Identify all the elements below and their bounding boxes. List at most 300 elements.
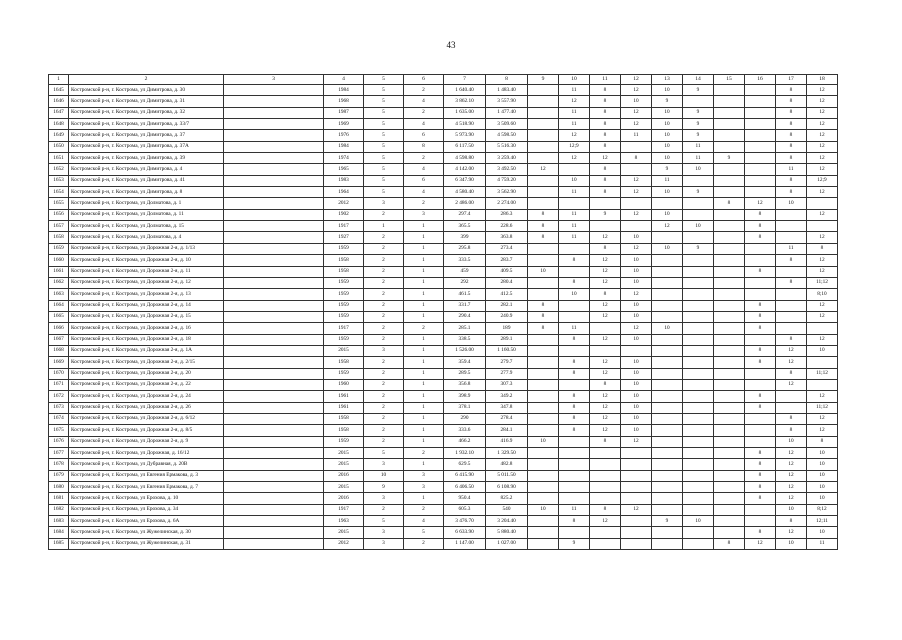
table-cell: 189 — [486, 323, 528, 334]
table-cell — [528, 187, 559, 198]
table-cell — [621, 141, 652, 152]
table-cell: 8 — [745, 209, 776, 220]
table-cell: 8 — [745, 345, 776, 356]
table-cell — [224, 266, 324, 277]
table-cell — [652, 379, 683, 390]
table-cell — [714, 345, 745, 356]
row-number-cell: 1656 — [49, 209, 69, 220]
table-cell: 9 — [364, 482, 404, 493]
table-cell: 3 476.70 — [444, 516, 486, 527]
column-number-cell: 17 — [776, 75, 807, 85]
table-cell: 2 — [364, 368, 404, 379]
table-cell: 4 — [404, 164, 444, 175]
table-cell: 5 011.50 — [486, 470, 528, 481]
table-cell: 9 — [559, 538, 590, 549]
address-cell: Костромской р-н, г. Кострома, ул Димитрова, д. 4 — [69, 164, 224, 175]
table-cell — [621, 164, 652, 175]
table-cell — [528, 493, 559, 504]
table-cell: 2 — [364, 243, 404, 254]
table-cell — [528, 379, 559, 390]
row-number-cell: 1663 — [49, 289, 69, 300]
table-cell: 12 — [807, 164, 838, 175]
table-cell — [683, 334, 714, 345]
table-row — [49, 289, 838, 300]
table-cell — [224, 527, 324, 538]
table-cell: 228.6 — [486, 221, 528, 232]
address-cell: Костромской р-н, г. Кострома, ул Дорожная 2-я, д. 6/12 — [69, 413, 224, 424]
table-cell: 3 — [404, 209, 444, 220]
table-cell — [776, 300, 807, 311]
table-cell: 2 — [364, 413, 404, 424]
table-cell: 1961 — [324, 391, 364, 402]
table-cell: 8;10 — [807, 289, 838, 300]
table-cell: 12 — [807, 300, 838, 311]
table-cell: 12 — [776, 459, 807, 470]
table-cell — [621, 516, 652, 527]
table-cell — [528, 198, 559, 209]
table-cell: 5 516.30 — [486, 141, 528, 152]
row-number-cell: 1655 — [49, 198, 69, 209]
address-cell: Костромской р-н, г. Кострома, ул Димитрова, д. 33/7 — [69, 119, 224, 130]
table-cell: 3 204.40 — [486, 516, 528, 527]
table-cell: 12 — [590, 153, 621, 164]
table-cell: 1 — [404, 277, 444, 288]
table-cell: 12 — [621, 85, 652, 96]
table-cell — [776, 209, 807, 220]
table-cell — [652, 300, 683, 311]
table-cell — [528, 153, 559, 164]
table-row — [49, 243, 838, 254]
table-cell: 2 — [364, 209, 404, 220]
table-cell: 2 — [364, 232, 404, 243]
table-cell — [683, 300, 714, 311]
row-number-cell: 1651 — [49, 153, 69, 164]
table-cell — [714, 85, 745, 96]
table-cell: 3 — [364, 527, 404, 538]
table-cell — [652, 334, 683, 345]
table-cell: 416.9 — [486, 436, 528, 447]
table-cell: 8 — [559, 357, 590, 368]
table-row — [49, 153, 838, 164]
table-cell — [652, 368, 683, 379]
table-cell: 12 — [590, 311, 621, 322]
table-cell — [683, 209, 714, 220]
table-cell: 289.1 — [486, 334, 528, 345]
table-row — [49, 482, 838, 493]
table-cell — [224, 413, 324, 424]
table-cell: 2015 — [324, 482, 364, 493]
table-cell — [776, 266, 807, 277]
table-cell: 1963 — [324, 516, 364, 527]
housing-register-table — [48, 74, 838, 550]
column-number-cell: 1 — [49, 75, 69, 85]
table-cell — [621, 221, 652, 232]
row-number-cell: 1673 — [49, 402, 69, 413]
table-cell — [224, 130, 324, 141]
table-cell: 8 — [745, 357, 776, 368]
table-cell: 10 — [528, 266, 559, 277]
address-cell: Костромской р-н, г. Кострома, ул Димитрова, д. 32 — [69, 107, 224, 118]
row-number-cell: 1649 — [49, 130, 69, 141]
table-cell: 1917 — [324, 323, 364, 334]
table-cell — [590, 493, 621, 504]
page-number: 43 — [446, 40, 456, 50]
table-cell: 5 — [364, 107, 404, 118]
table-row — [49, 493, 838, 504]
address-cell: Костромской р-н, г. Кострома, ул Димитрова, д. 41 — [69, 175, 224, 186]
table-cell — [224, 436, 324, 447]
table-cell: 12 — [621, 175, 652, 186]
table-cell — [224, 221, 324, 232]
table-cell: 950.4 — [444, 493, 486, 504]
table-cell: 6 108.90 — [486, 482, 528, 493]
address-cell: Костромской р-н, г. Кострома, ул Евгения Ермакова, д. 7 — [69, 482, 224, 493]
column-number-cell: 11 — [590, 75, 621, 85]
table-cell — [559, 527, 590, 538]
table-cell: 8 — [776, 413, 807, 424]
table-cell: 8 — [714, 538, 745, 549]
table-cell: 2012 — [324, 198, 364, 209]
table-cell — [714, 130, 745, 141]
table-cell: 8 — [590, 85, 621, 96]
table-cell — [683, 425, 714, 436]
table-cell — [559, 266, 590, 277]
table-cell: 12 — [807, 311, 838, 322]
table-cell: 12 — [807, 130, 838, 141]
table-cell: 5 973.90 — [444, 130, 486, 141]
table-cell: 8 — [745, 459, 776, 470]
table-cell: 2 274.00 — [486, 198, 528, 209]
address-cell: Костромской р-н, г. Кострома, ул Дорожная 2-я, д. 13 — [69, 289, 224, 300]
table-cell: 1 — [404, 221, 444, 232]
table-cell: 2 — [364, 402, 404, 413]
table-cell — [528, 85, 559, 96]
table-cell — [745, 436, 776, 447]
table-cell — [224, 357, 324, 368]
table-cell: 1 — [404, 334, 444, 345]
table-cell — [714, 255, 745, 266]
table-cell: 10 — [652, 85, 683, 96]
table-cell: 5 — [364, 175, 404, 186]
table-cell: 11;12 — [807, 402, 838, 413]
table-cell — [714, 504, 745, 515]
table-cell — [714, 277, 745, 288]
table-cell — [683, 357, 714, 368]
table-cell: 2 — [404, 107, 444, 118]
table-cell: 12 — [807, 153, 838, 164]
table-cell: 2 — [364, 311, 404, 322]
table-row — [49, 119, 838, 130]
table-cell: 12 — [621, 107, 652, 118]
table-cell — [745, 425, 776, 436]
address-cell: Костромской р-н, г. Кострома, ул Дорожная 2-я, д. 24 — [69, 391, 224, 402]
table-cell: 273.4 — [486, 243, 528, 254]
table-cell — [528, 175, 559, 186]
table-cell — [224, 459, 324, 470]
row-number-cell: 1670 — [49, 368, 69, 379]
table-cell — [807, 379, 838, 390]
column-number-cell: 7 — [444, 75, 486, 85]
table-cell: 9 — [683, 119, 714, 130]
table-cell — [224, 470, 324, 481]
table-cell: 5 — [364, 187, 404, 198]
table-cell: 2015 — [324, 527, 364, 538]
table-cell — [528, 368, 559, 379]
table-cell: 9 — [590, 209, 621, 220]
table-cell: 12;9 — [559, 141, 590, 152]
address-cell: Костромской р-н, г. Кострома, ул Дорожная 2-я, д. 14 — [69, 300, 224, 311]
table-cell: 365.5 — [444, 221, 486, 232]
address-cell: Костромской р-н, г. Кострома, ул Димитрова, д. 37А — [69, 141, 224, 152]
table-cell: 12 — [807, 425, 838, 436]
table-cell — [652, 470, 683, 481]
table-cell — [652, 459, 683, 470]
table-cell: 12 — [745, 538, 776, 549]
table-cell: 1959 — [324, 334, 364, 345]
table-cell: 2012 — [324, 538, 364, 549]
table-cell: 240.9 — [486, 311, 528, 322]
address-cell: Костромской р-н, г. Кострома, ул Дубравная, д. 20В — [69, 459, 224, 470]
table-cell — [528, 96, 559, 107]
table-cell: 6 — [404, 130, 444, 141]
table-cell: 3 — [364, 493, 404, 504]
address-cell: Костромской р-н, г. Кострома, ул Долматова, д. 11 — [69, 209, 224, 220]
table-cell: 8 — [404, 141, 444, 152]
table-cell — [683, 504, 714, 515]
table-row — [49, 357, 838, 368]
table-cell: 1959 — [324, 243, 364, 254]
table-cell: 3 557.90 — [486, 96, 528, 107]
table-cell: 3 — [404, 482, 444, 493]
address-cell: Костромской р-н, г. Кострома, ул Дорожная 2-я, д. 20 — [69, 368, 224, 379]
row-number-cell: 1685 — [49, 538, 69, 549]
table-cell: 1 — [404, 300, 444, 311]
table-cell: 12 — [590, 300, 621, 311]
table-cell: 12;11 — [807, 516, 838, 527]
table-cell — [652, 436, 683, 447]
table-cell: 5 — [364, 96, 404, 107]
table-cell: 1 — [404, 357, 444, 368]
table-cell: 1958 — [324, 255, 364, 266]
table-cell: 5 — [364, 119, 404, 130]
table-cell — [745, 96, 776, 107]
table-cell: 12 — [590, 402, 621, 413]
address-cell: Костромской р-н, г. Кострома, ул Ерохова, д. 10 — [69, 493, 224, 504]
table-cell: 825.2 — [486, 493, 528, 504]
table-cell: 1 526.00 — [444, 345, 486, 356]
table-cell: 2 — [364, 334, 404, 345]
table-cell — [683, 277, 714, 288]
table-cell — [559, 459, 590, 470]
table-cell — [714, 141, 745, 152]
table-cell: 12 — [807, 413, 838, 424]
table-cell: 12 — [621, 436, 652, 447]
table-row — [49, 187, 838, 198]
row-number-cell: 1647 — [49, 107, 69, 118]
table-cell: 10 — [528, 504, 559, 515]
table-cell — [683, 391, 714, 402]
table-cell: 1976 — [324, 130, 364, 141]
table-cell: 8 — [776, 368, 807, 379]
table-cell: 8 — [559, 277, 590, 288]
table-cell — [590, 538, 621, 549]
table-cell: 10 — [776, 198, 807, 209]
table-cell: 5 — [364, 153, 404, 164]
address-cell: Костромской р-н, г. Кострома, ул Дорожная 2-я, д. 15 — [69, 311, 224, 322]
table-cell — [224, 209, 324, 220]
table-cell: 4 598.80 — [444, 153, 486, 164]
table-cell: 10 — [652, 141, 683, 152]
table-cell — [528, 470, 559, 481]
address-cell: Костромской р-н, г. Кострома, ул Долматова, д. 15 — [69, 221, 224, 232]
table-cell: 8 — [776, 277, 807, 288]
address-cell: Костромской р-н, г. Кострома, ул Дорожная, д. 16/12 — [69, 448, 224, 459]
address-cell: Костромской р-н, г. Кострома, ул Дорожная 2-я, д. 22 — [69, 379, 224, 390]
table-cell — [224, 334, 324, 345]
row-number-cell: 1666 — [49, 323, 69, 334]
table-row — [49, 232, 838, 243]
table-cell: 2 — [404, 448, 444, 459]
table-cell: 12 — [776, 470, 807, 481]
table-cell: 6 — [404, 175, 444, 186]
table-cell — [714, 470, 745, 481]
table-cell: 8 — [745, 391, 776, 402]
table-cell: 1927 — [324, 232, 364, 243]
table-cell: 11 — [807, 538, 838, 549]
table-cell: 12 — [652, 221, 683, 232]
table-cell — [714, 368, 745, 379]
table-cell: 10 — [621, 232, 652, 243]
table-cell: 12 — [807, 119, 838, 130]
table-cell — [224, 153, 324, 164]
table-cell: 2 486.00 — [444, 198, 486, 209]
table-cell: 1984 — [324, 85, 364, 96]
table-cell — [224, 448, 324, 459]
table-cell — [714, 493, 745, 504]
table-cell — [559, 470, 590, 481]
address-cell: Костромской р-н, г. Кострома, ул Дорожная 2-я, д. 26 — [69, 402, 224, 413]
table-cell — [590, 345, 621, 356]
table-cell — [224, 141, 324, 152]
table-cell: 12 — [590, 277, 621, 288]
table-cell: 12 — [807, 96, 838, 107]
table-cell: 277.9 — [486, 368, 528, 379]
table-cell — [224, 482, 324, 493]
table-cell: 409.5 — [486, 266, 528, 277]
row-number-cell: 1678 — [49, 459, 69, 470]
table-cell — [776, 221, 807, 232]
table-row — [49, 527, 838, 538]
table-cell — [745, 164, 776, 175]
column-number-cell: 16 — [745, 75, 776, 85]
address-cell: Костромской р-н, г. Кострома, ул Димитрова, д. 31 — [69, 96, 224, 107]
table-cell — [652, 448, 683, 459]
table-cell: 9 — [683, 243, 714, 254]
table-cell: 12 — [590, 357, 621, 368]
table-cell — [683, 175, 714, 186]
table-cell: 8 — [590, 187, 621, 198]
table-cell — [683, 323, 714, 334]
table-cell — [652, 357, 683, 368]
table-cell: 8 — [776, 141, 807, 152]
table-cell: 356.8 — [444, 379, 486, 390]
table-cell: 283.7 — [486, 255, 528, 266]
table-cell: 11 — [559, 504, 590, 515]
table-cell: 8 — [776, 175, 807, 186]
table-row — [49, 311, 838, 322]
table-cell — [714, 527, 745, 538]
table-cell: 1 — [404, 379, 444, 390]
table-cell: 12 — [807, 232, 838, 243]
table-cell: 2 — [364, 277, 404, 288]
table-cell: 10 — [807, 493, 838, 504]
table-cell — [714, 323, 745, 334]
table-row — [49, 538, 838, 549]
table-cell — [224, 323, 324, 334]
table-cell — [683, 266, 714, 277]
table-cell: 8 — [745, 470, 776, 481]
table-cell: 9 — [683, 130, 714, 141]
table-cell — [224, 311, 324, 322]
table-cell — [528, 141, 559, 152]
table-cell — [528, 402, 559, 413]
table-cell: 2 — [404, 504, 444, 515]
table-cell: 1 — [404, 493, 444, 504]
table-cell — [683, 493, 714, 504]
table-cell — [590, 221, 621, 232]
table-cell: 12 — [776, 527, 807, 538]
table-cell: 8 — [559, 391, 590, 402]
table-cell: 2016 — [324, 470, 364, 481]
table-cell: 10 — [807, 345, 838, 356]
table-cell: 10 — [621, 96, 652, 107]
table-cell: 12 — [590, 368, 621, 379]
table-cell: 11 — [559, 232, 590, 243]
table-cell: 12 — [807, 255, 838, 266]
table-cell: 5 — [364, 130, 404, 141]
table-cell: 10 — [807, 527, 838, 538]
table-cell — [714, 243, 745, 254]
table-cell: 12 — [807, 107, 838, 118]
row-number-cell: 1680 — [49, 482, 69, 493]
row-number-cell: 1683 — [49, 516, 69, 527]
table-cell: 9 — [652, 96, 683, 107]
table-cell: 10 — [621, 266, 652, 277]
table-cell — [714, 402, 745, 413]
table-cell: 12 — [776, 482, 807, 493]
row-number-cell: 1675 — [49, 425, 69, 436]
table-cell: 278.4 — [486, 413, 528, 424]
table-cell: 459 — [444, 266, 486, 277]
table-cell: 8 — [776, 425, 807, 436]
table-cell: 1969 — [324, 119, 364, 130]
table-cell: 1965 — [324, 164, 364, 175]
table-row — [49, 379, 838, 390]
table-cell — [683, 289, 714, 300]
table-row — [49, 198, 838, 209]
table-cell: 10 — [652, 153, 683, 164]
table-cell: 8 — [528, 232, 559, 243]
table-row — [49, 470, 838, 481]
table-cell — [528, 289, 559, 300]
table-cell: 12 — [621, 187, 652, 198]
table-cell — [714, 221, 745, 232]
table-cell — [683, 255, 714, 266]
table-cell — [714, 96, 745, 107]
table-cell: 11 — [683, 141, 714, 152]
table-cell: 12 — [590, 334, 621, 345]
table-cell — [590, 448, 621, 459]
